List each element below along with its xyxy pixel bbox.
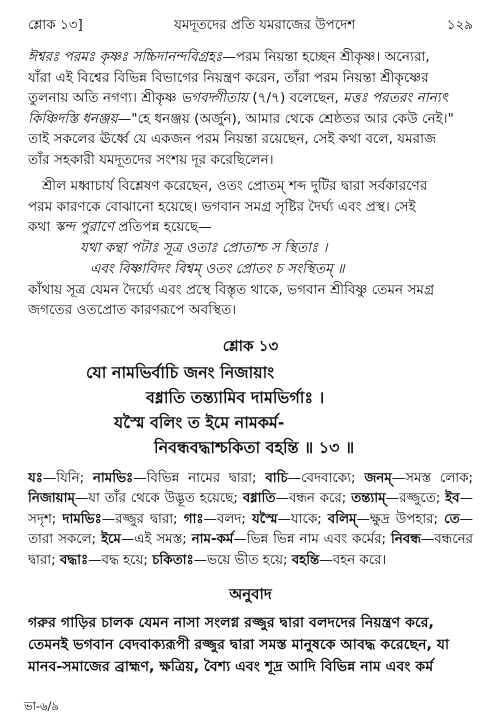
synonym-word: নাম-কর্ম [191,532,234,548]
sanskrit-quote: কিঞ্চিদস্তি ধনঞ্জয় [28,110,118,127]
synonym-meaning: —যা তাঁর থেকে উদ্ভূত হয়েছে; [74,491,243,507]
synonym-meaning: —ভয়ে ভীত হয়ে; [193,552,292,568]
synonym-word: নিবন্ধ [390,532,421,548]
synonym-meaning: —রজ্জুর দ্বারা; [101,511,184,527]
purport-paragraph-2 [28,176,473,238]
synonym-word: যঃ [28,470,43,486]
synonym-word: তে [444,511,460,527]
synonym-meaning: —সদৃশ; [28,491,473,527]
page-header [28,14,473,37]
text-run: শব্দ দুটির দ্বারা সর্বকারণের [284,178,428,194]
header-verse-ref: শ্লোক ১৩] [28,17,83,33]
text-run: প্রতিপন্ন হয়েছে— [113,219,212,235]
header-chapter-title: যমদূতদের প্রতি যমরাজের উপদেশ [174,17,356,33]
synonym-word: নামভিঃ [92,470,134,486]
synonym-word: ইমে [101,532,121,548]
synonym-meaning: —সমস্ত লোক; [391,470,473,486]
synonym-meaning: —যাকে; [277,511,328,527]
text-line: তেমনই ভগবান বেদবাক্যরূপী রজ্জুর দ্বারা সমস্ত মানুষকে আবদ্ধ করেছেন, যা [28,637,450,654]
text-run: —"হে ধনঞ্জয় (অর্জুন), আমার থেকে শ্রেষ্ঠতর আর কেউ নেই।" [117,110,454,127]
shloka-verse [28,360,473,460]
synonym-word: বহন্তি [291,552,320,568]
synonym-meaning: —বহন করে। [319,552,387,568]
shloka-line-1: যো নামভির্বাচি জনং নিজায়াং [86,362,275,382]
text-line: জগতের ওতপ্রোত কারণরূপে অবস্থিত। [28,302,237,318]
page-number: ১২৯ [446,17,473,33]
synonym-word: দামভিঃ [62,511,102,527]
synonym-meaning: —ক্ষুদ্র উপহার; [356,511,445,527]
synonym-meaning: —তারা সকলে; [28,511,474,548]
synonym-meaning: —বিভিন্ন নামের দ্বারা; [133,470,266,486]
synonym-word: তন্ত্যাম্ [351,491,386,507]
text-run: কথা [28,219,55,235]
shloka-line-4: নিবন্ধবদ্ধাশ্চকিতা বহন্তি ॥ ১৩ ॥ [154,437,355,457]
text-line: পরম কারণকে বোঝানো হয়েছে। ভগবান সমগ্র সৃষ্টির দৈর্ঘ্য এবং প্রস্থ। সেই [28,198,416,215]
text-line: কাঁথায় সূত্র যেমন দৈর্ঘ্যে এবং প্রস্থে বিস্তৃত থাকে, ভগবান শ্রীবিষ্ণু তেমন সমগ্র [28,281,435,298]
quoted-verse-line-2: এবং বিষ্ণাবিদং বিশ্বম্ ওতং প্রোতং চ সংস্থিতম্ ॥ [90,260,345,277]
translation-paragraph [28,612,473,678]
synonym-meaning: —ভিন্ন ভিন্ন নাম এবং কর্মের; [233,532,391,548]
text-line: তাঁর সহকারী যমদূতদের সংশয় দূর করেছিলেন। [28,151,274,168]
synonym-word: বাচি [265,470,288,486]
translation-heading: অনুবাদ [229,585,272,604]
synonym-meaning: —এই সমস্ত; [120,532,192,548]
text-run: (৭/৭) বলেছেন, [248,90,344,106]
purport-paragraph-3 [28,280,473,321]
synonym-meaning: —যিনি; [42,470,93,486]
synonym-word: বলিম্ [327,511,357,527]
synonym-meaning: —বন্ধন করে; [275,491,352,507]
quoted-verse [28,238,473,280]
quoted-verse-line-1: যথা কন্থা পটাঃ সূত্র ওতাঃ প্রোতাশ্চ স স্থিতাঃ । [80,239,328,256]
synonym-word: যস্মৈ [251,511,278,527]
synonym-word: ইব [445,491,460,507]
synonym-meaning: —বদ্ধ হয়ে; [88,552,153,568]
sanskrit-quote: মত্তঃ পরতরং নান্যৎ [343,90,448,106]
text-line: যাঁরা এই বিশ্বের বিভিন্ন বিভাগের নিয়ন্ত্রণ করেন, তাঁরা পরম নিয়ন্তা শ্রীকৃষ্ণের [28,69,429,86]
footer-signature: ভা-৬/৯ [24,699,59,713]
text-line: মানব-সমাজের ব্রাহ্মণ, ক্ষত্রিয়, বৈশ্য এবং শূদ্র আদি বিভিন্ন নাম এবং কর্ম [28,659,434,676]
text-line: গরুর গাড়ির চালক যেমন নাসা সংলগ্ন রজ্জুর দ্বারা বলদদের নিয়ন্ত্রণ করে, [28,615,434,632]
synonym-word: গাঃ [183,511,204,527]
synonym-meaning: —বন্ধনের দ্বারা; [28,532,474,568]
text-run: —পরম নিয়ন্তা হচ্ছেন শ্রীকৃষ্ণ। অন্যেরা, [222,49,430,65]
synonyms-paragraph [28,469,473,572]
book-title: ভগবদ্গীতায় [181,90,249,106]
synonym-word: বধ্নাতি [242,491,276,507]
synonym-word: জনম্ [364,470,392,486]
book-title: স্কন্দ পুরাণে [54,219,114,235]
synonym-meaning: —বলদ; [203,511,252,527]
synonym-word: চকিতাঃ [152,552,194,568]
sanskrit-quote: ঈশ্বরঃ পরমঃ কৃষ্ণঃ সচ্চিদানন্দবিগ্রহঃ [28,49,223,65]
purport-paragraph-1 [28,47,473,170]
shloka-line-2: বধ্নাতি তন্ত্যামিব দামভির্গাঃ । [146,387,325,407]
synonym-meaning: —বেদবাক্যে; [287,470,365,486]
shloka-line-3: যস্মৈ বলিং ত ইমে নামকর্ম- [114,412,285,432]
synonym-meaning: —রজ্জুতে; [385,491,446,507]
synonym-word: বদ্ধাঃ [59,552,89,568]
text-line: তাই সকলের ঊর্ধ্বে যে একজন পরম নিয়ন্তা রয়েছেন, সেই কথা বলে, যমরাজ [28,131,437,147]
text-run: তুলনায় অতি নগণ্য। শ্রীকৃষ্ণ [28,90,182,106]
text-run: শ্রীল মধ্বাচার্য বিশ্লেষণ করেছেন, ওতং প্রোতম্ [42,178,285,194]
synonym-word: নিজায়াম্ [28,491,75,507]
shloka-number: শ্লোক ১৩ [222,336,279,355]
